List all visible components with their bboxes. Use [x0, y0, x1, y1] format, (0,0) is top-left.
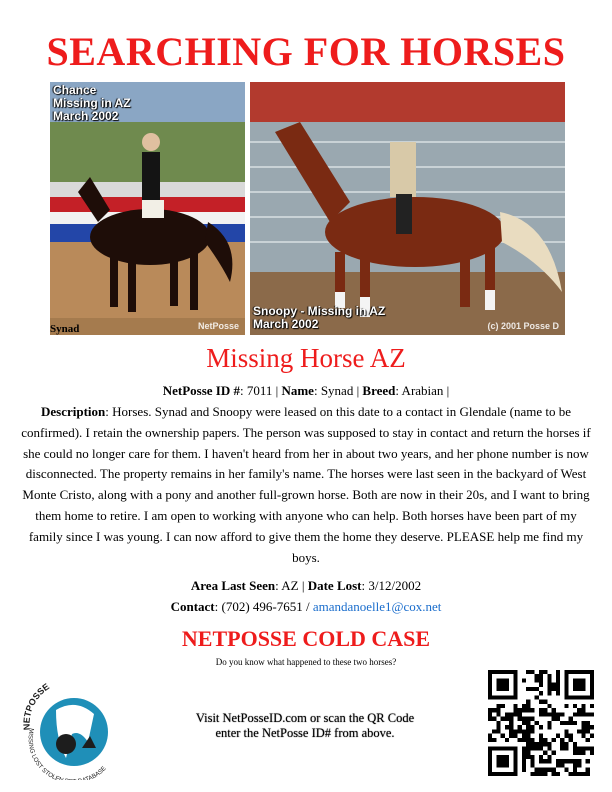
- qr-code-graphic: [488, 670, 594, 776]
- caption-line: March 2002: [53, 109, 119, 123]
- horse-photo-snoopy-image: [250, 82, 565, 335]
- id-name-breed-line: [20, 381, 592, 401]
- horse-dog-cat-logo-icon: [16, 670, 128, 780]
- contact-phone: : (702) 496-7651 /: [214, 599, 313, 614]
- id-value: : 7011 |: [239, 383, 282, 398]
- question-text: Do you know what happened to these two horses?: [215, 657, 397, 667]
- description-label: Description: [41, 404, 106, 419]
- logo-top-text: NETPOSSE: [21, 681, 52, 731]
- horse-photo-snoopy: [250, 82, 565, 335]
- area-value: : AZ |: [275, 578, 308, 593]
- synad-name-label: Synad: [50, 323, 80, 335]
- contact-email-link[interactable]: amandanoelle1@cox.net: [312, 599, 442, 614]
- horse-photo-chance: [50, 82, 245, 335]
- visit-instructions: [160, 711, 450, 741]
- qr-code-icon[interactable]: [488, 670, 594, 776]
- area-date-line: [20, 576, 592, 596]
- visit-line-1: Visit NetPosseID.com or scan the QR Code: [195, 711, 415, 725]
- name-label: Name: [281, 383, 314, 398]
- page-subtitle: Missing Horse AZ: [206, 343, 406, 373]
- visit-line-2: enter the NetPosse ID# from above.: [215, 726, 395, 740]
- caption-line: Snoopy - Missing in AZ: [253, 304, 386, 318]
- netposse-logo[interactable]: [16, 670, 128, 780]
- description-paragraph: [20, 402, 592, 568]
- id-label: NetPosse ID #: [162, 383, 240, 398]
- photo-watermark: (c) 2001 Posse D: [487, 321, 559, 331]
- caption-line: Missing in AZ: [53, 96, 131, 110]
- contact-label: Contact: [170, 599, 215, 614]
- date-value: : 3/12/2002: [361, 578, 422, 593]
- page-headline: SEARCHING FOR HORSES: [46, 29, 566, 74]
- snoopy-caption: [253, 305, 385, 331]
- cold-case-heading: NETPOSSE COLD CASE: [181, 626, 431, 651]
- breed-label: Breed: [362, 383, 396, 398]
- caption-line: Chance: [53, 83, 97, 97]
- name-value: : Synad |: [313, 383, 363, 398]
- chance-caption: [53, 84, 131, 123]
- contact-line: [20, 597, 592, 617]
- caption-line: March 2002: [253, 317, 319, 331]
- area-label: Area Last Seen: [190, 578, 276, 593]
- logo-ring-text: MISSING LOST STOLE TABASE: [26, 727, 108, 780]
- description-text: : Horses. Synad and Snoopy were leased on this date to a contact in Glendale (name to be confirmed). I retain the ownership papers. The person was supposed to stay in contact and return the horses if she could no longer care for them. I haven't heard from her in about two years, and her phone number is now disconnected. The property remains in her family's name. The horses were last seen in the backyard of West Monte Cristo, along with a pony and another full-grown horse. Both are now in their 20s, and I want to bring them home to retire. I am open to working with anyone who can help. Both horses have been part of my family since I was young. I can now afford to give them the home they deserve. PLEASE help me find my boys.: [21, 404, 591, 565]
- date-label: Date Lost: [307, 578, 362, 593]
- breed-value: : Arabian |: [395, 383, 450, 398]
- photo-watermark: NetPosse: [197, 321, 239, 331]
